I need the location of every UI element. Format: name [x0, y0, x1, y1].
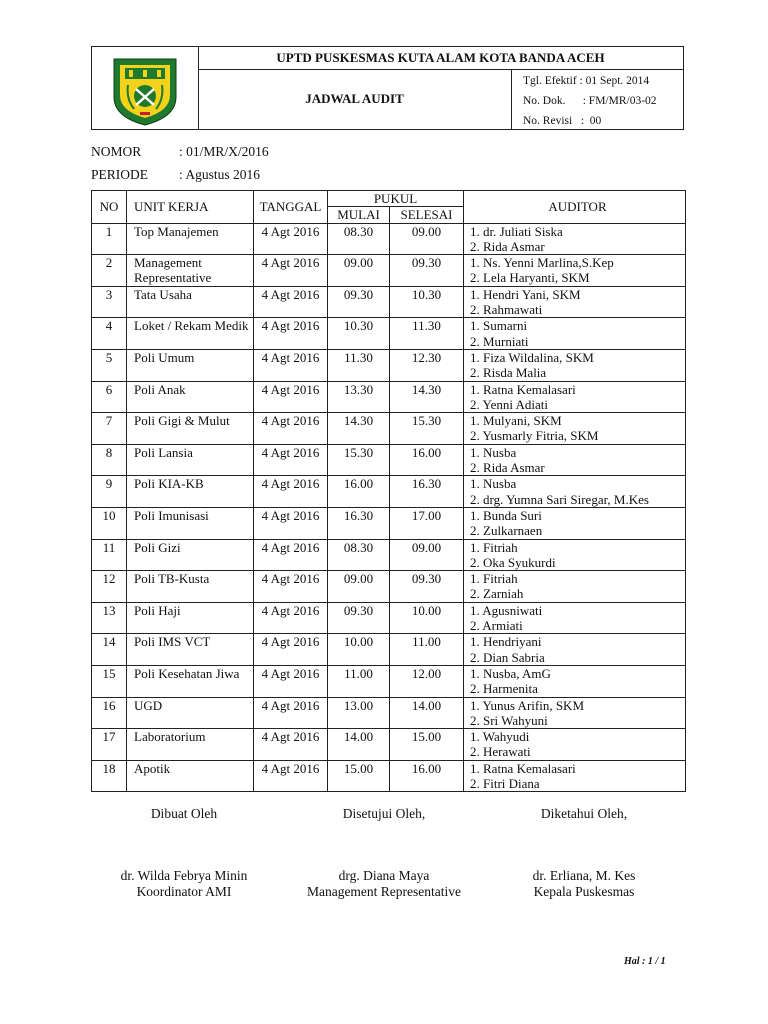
row-auditor — [464, 602, 686, 634]
row-no: 15 — [92, 665, 127, 697]
row-tanggal: 4 Agt 2016 — [254, 665, 328, 697]
table-row — [92, 349, 686, 381]
row-selesai: 09.30 — [390, 571, 464, 603]
row-no: 3 — [92, 286, 127, 318]
auditor-name: 2. Rahmawati — [470, 302, 543, 318]
table-row — [92, 318, 686, 350]
row-tanggal: 4 Agt 2016 — [254, 349, 328, 381]
row-selesai: 10.00 — [390, 602, 464, 634]
row-no: 4 — [92, 318, 127, 350]
header-no: NO — [92, 191, 127, 224]
auditor-name: 2. Rida Asmar — [470, 238, 545, 254]
row-tanggal: 4 Agt 2016 — [254, 634, 328, 666]
auditor-name: 1. Fitriah — [470, 539, 518, 555]
auditor-name: 2. Lela Haryanti, SKM — [470, 270, 590, 286]
row-no: 10 — [92, 507, 127, 539]
row-mulai: 08.30 — [328, 223, 390, 255]
auditor-name: 1. Nusba — [470, 476, 517, 492]
table-row — [92, 571, 686, 603]
row-unit-kerja: UGD — [127, 697, 254, 729]
auditor-name: 1. Agusniwati — [470, 602, 543, 618]
auditor-name: 2. Murniati — [470, 333, 529, 349]
row-selesai: 15.30 — [390, 413, 464, 445]
row-selesai: 09.00 — [390, 223, 464, 255]
signature-name: drg. Diana Maya — [338, 868, 430, 883]
row-auditor — [464, 318, 686, 350]
row-auditor — [464, 665, 686, 697]
row-mulai: 14.30 — [328, 413, 390, 445]
table-row — [92, 634, 686, 666]
row-unit-kerja: Tata Usaha — [127, 286, 254, 318]
auditor-name: 1. Yunus Arifin, SKM — [470, 697, 585, 713]
row-selesai: 12.00 — [390, 665, 464, 697]
signature-name: dr. Wilda Febrya Minin — [120, 868, 248, 883]
row-mulai: 09.00 — [328, 571, 390, 603]
row-auditor — [464, 381, 686, 413]
row-auditor — [464, 476, 686, 508]
row-unit-kerja: Poli Lansia — [127, 444, 254, 476]
table-row — [92, 223, 686, 255]
auditor-name: 1. Wahyudi — [470, 729, 530, 745]
document-title: JADWAL AUDIT — [198, 69, 512, 129]
row-no: 11 — [92, 539, 127, 571]
row-unit-kerja: Loket / Rekam Medik — [127, 318, 254, 350]
periode-label: PERIODE — [91, 167, 148, 182]
row-unit-kerja: Poli Anak — [127, 381, 254, 413]
row-tanggal: 4 Agt 2016 — [254, 539, 328, 571]
auditor-name: 1. Hendriyani — [470, 634, 542, 650]
document-meta — [523, 71, 657, 131]
meta-doc-number: No. Dok. : FM/MR/03-02 — [523, 95, 657, 107]
row-unit-kerja: Poli IMS VCT — [127, 634, 254, 666]
row-mulai: 16.30 — [328, 507, 390, 539]
table-row — [92, 539, 686, 571]
auditor-name: 1. Hendri Yani, SKM — [470, 286, 581, 302]
row-unit-kerja: Laboratorium — [127, 729, 254, 761]
row-auditor — [464, 571, 686, 603]
table-row — [92, 286, 686, 318]
row-no: 14 — [92, 634, 127, 666]
auditor-name: 1. Ns. Yenni Marlina,S.Kep — [470, 255, 614, 271]
auditor-name: 2. Herawati — [470, 744, 531, 760]
row-unit-kerja: Poli KIA-KB — [127, 476, 254, 508]
row-auditor — [464, 697, 686, 729]
auditor-name: 2. Yusmarly Fitria, SKM — [470, 428, 599, 444]
table-row — [92, 729, 686, 761]
auditor-name: 2. Yenni Adiati — [470, 396, 549, 412]
row-selesai: 14.30 — [390, 381, 464, 413]
row-mulai: 09.00 — [328, 255, 390, 287]
table-row — [92, 413, 686, 445]
row-mulai: 15.00 — [328, 760, 390, 792]
auditor-name: 2. Rida Asmar — [470, 460, 545, 476]
row-auditor — [464, 413, 686, 445]
auditor-name: 1. Bunda Suri — [470, 507, 542, 523]
row-selesai: 16.30 — [390, 476, 464, 508]
auditor-name: 1. Nusba, AmG — [470, 665, 551, 681]
signature-label: Disetujui Oleh, — [342, 806, 426, 821]
row-auditor — [464, 729, 686, 761]
table-row — [92, 507, 686, 539]
row-tanggal: 4 Agt 2016 — [254, 381, 328, 413]
row-selesai: 17.00 — [390, 507, 464, 539]
table-row — [92, 602, 686, 634]
auditor-name: 2. Dian Sabria — [470, 649, 545, 665]
row-tanggal: 4 Agt 2016 — [254, 507, 328, 539]
row-selesai: 10.30 — [390, 286, 464, 318]
row-tanggal: 4 Agt 2016 — [254, 760, 328, 792]
auditor-name: 2. Risda Malia — [470, 365, 547, 381]
row-no: 9 — [92, 476, 127, 508]
table-row — [92, 381, 686, 413]
table-row — [92, 476, 686, 508]
header-selesai: SELESAI — [390, 207, 464, 223]
row-selesai: 09.00 — [390, 539, 464, 571]
row-no: 5 — [92, 349, 127, 381]
periode-value: : Agustus 2016 — [179, 167, 261, 182]
auditor-name: 1. dr. Juliati Siska — [470, 223, 563, 239]
row-mulai: 11.00 — [328, 665, 390, 697]
row-unit-kerja: Top Manajemen — [127, 223, 254, 255]
table-row — [92, 444, 686, 476]
auditor-name: 2. Sri Wahyuni — [470, 712, 548, 728]
meta-revision: No. Revisi : 00 — [523, 115, 602, 127]
signature-role: Koordinator AMI — [136, 884, 232, 899]
row-tanggal: 4 Agt 2016 — [254, 476, 328, 508]
auditor-name: 1. Ratna Kemalasari — [470, 760, 576, 776]
page-number: Hal : 1 / 1 — [624, 956, 666, 967]
row-mulai: 14.00 — [328, 729, 390, 761]
row-selesai: 15.00 — [390, 729, 464, 761]
row-mulai: 16.00 — [328, 476, 390, 508]
row-selesai: 16.00 — [390, 444, 464, 476]
row-mulai: 15.30 — [328, 444, 390, 476]
auditor-name: 1. Ratna Kemalasari — [470, 381, 576, 397]
row-selesai: 16.00 — [390, 760, 464, 792]
row-no: 17 — [92, 729, 127, 761]
row-mulai: 11.30 — [328, 349, 390, 381]
row-unit-kerja: Poli Kesehatan Jiwa — [127, 665, 254, 697]
auditor-name: 2. Fitri Diana — [470, 775, 540, 791]
row-auditor — [464, 760, 686, 792]
row-selesai: 11.30 — [390, 318, 464, 350]
row-auditor — [464, 223, 686, 255]
row-unit-kerja: Poli Gigi & Mulut — [127, 413, 254, 445]
auditor-name: 1. Fitriah — [470, 571, 518, 587]
row-tanggal: 4 Agt 2016 — [254, 255, 328, 287]
row-no: 1 — [92, 223, 127, 255]
nomor-value: : 01/MR/X/2016 — [179, 144, 269, 159]
table-row — [92, 697, 686, 729]
auditor-name: 2. Oka Syukurdi — [470, 554, 556, 570]
signature-role: Kepala Puskesmas — [533, 884, 635, 899]
row-auditor — [464, 634, 686, 666]
row-auditor — [464, 444, 686, 476]
city-emblem-logo — [92, 47, 198, 129]
audit-schedule-table — [91, 190, 686, 792]
row-tanggal: 4 Agt 2016 — [254, 571, 328, 603]
row-unit-kerja: Poli Haji — [127, 602, 254, 634]
row-auditor — [464, 349, 686, 381]
table-row — [92, 665, 686, 697]
row-unit-kerja: Poli Gizi — [127, 539, 254, 571]
row-mulai: 10.30 — [328, 318, 390, 350]
document-header — [91, 46, 684, 130]
row-no: 8 — [92, 444, 127, 476]
row-no: 18 — [92, 760, 127, 792]
row-auditor — [464, 255, 686, 287]
meta-effective-date: Tgl. Efektif : 01 Sept. 2014 — [523, 75, 650, 87]
auditor-name: 2. Harmenita — [470, 681, 538, 697]
row-unit-kerja: Apotik — [127, 760, 254, 792]
row-mulai: 13.30 — [328, 381, 390, 413]
row-mulai: 08.30 — [328, 539, 390, 571]
auditor-name: 2. Zulkarnaen — [470, 523, 543, 539]
auditor-name: 2. Zarniah — [470, 586, 524, 602]
row-no: 7 — [92, 413, 127, 445]
header-tanggal: TANGGAL — [254, 191, 328, 224]
row-tanggal: 4 Agt 2016 — [254, 444, 328, 476]
logo-cell — [92, 47, 199, 129]
row-unit-kerja: Poli Imunisasi — [127, 507, 254, 539]
row-selesai: 11.00 — [390, 634, 464, 666]
table-body — [92, 223, 686, 792]
row-auditor — [464, 539, 686, 571]
row-tanggal: 4 Agt 2016 — [254, 729, 328, 761]
table-row — [92, 255, 686, 287]
row-selesai: 12.30 — [390, 349, 464, 381]
header-auditor: AUDITOR — [464, 191, 686, 224]
row-tanggal: 4 Agt 2016 — [254, 223, 328, 255]
header-pukul: PUKUL — [328, 191, 464, 207]
row-unit-kerja: Poli Umum — [127, 349, 254, 381]
row-tanggal: 4 Agt 2016 — [254, 286, 328, 318]
nomor-line — [91, 144, 269, 160]
header-mulai: MULAI — [328, 207, 390, 223]
signature-label: Diketahui Oleh, — [540, 806, 628, 821]
row-mulai: 09.30 — [328, 286, 390, 318]
row-tanggal: 4 Agt 2016 — [254, 413, 328, 445]
row-unit-kerja: Management Representative — [127, 255, 254, 287]
header-unit-kerja: UNIT KERJA — [127, 191, 254, 224]
row-selesai: 14.00 — [390, 697, 464, 729]
table-row — [92, 760, 686, 792]
row-no: 16 — [92, 697, 127, 729]
periode-line — [91, 167, 260, 183]
row-tanggal: 4 Agt 2016 — [254, 318, 328, 350]
row-tanggal: 4 Agt 2016 — [254, 602, 328, 634]
row-mulai: 09.30 — [328, 602, 390, 634]
nomor-label: NOMOR — [91, 144, 142, 159]
signature-label: Dibuat Oleh — [150, 806, 218, 821]
row-auditor — [464, 286, 686, 318]
auditor-name: 1. Fiza Wildalina, SKM — [470, 349, 594, 365]
auditor-name: 2. Armiati — [470, 618, 523, 634]
auditor-name: 1. Sumarni — [470, 318, 528, 334]
signature-name: dr. Erliana, M. Kes — [532, 868, 636, 883]
row-unit-kerja: Poli TB-Kusta — [127, 571, 254, 603]
row-no: 6 — [92, 381, 127, 413]
signature-role: Management Representative — [306, 884, 462, 899]
auditor-name: 1. Nusba — [470, 444, 517, 460]
row-auditor — [464, 507, 686, 539]
row-mulai: 10.00 — [328, 634, 390, 666]
row-mulai: 13.00 — [328, 697, 390, 729]
auditor-name: 1. Mulyani, SKM — [470, 413, 562, 429]
auditor-name: 2. drg. Yumna Sari Siregar, M.Kes — [470, 491, 649, 507]
row-no: 12 — [92, 571, 127, 603]
row-tanggal: 4 Agt 2016 — [254, 697, 328, 729]
row-no: 13 — [92, 602, 127, 634]
organization-name: UPTD PUSKESMAS KUTA ALAM KOTA BANDA ACEH — [198, 47, 683, 70]
row-no: 2 — [92, 255, 127, 287]
row-selesai: 09.30 — [390, 255, 464, 287]
